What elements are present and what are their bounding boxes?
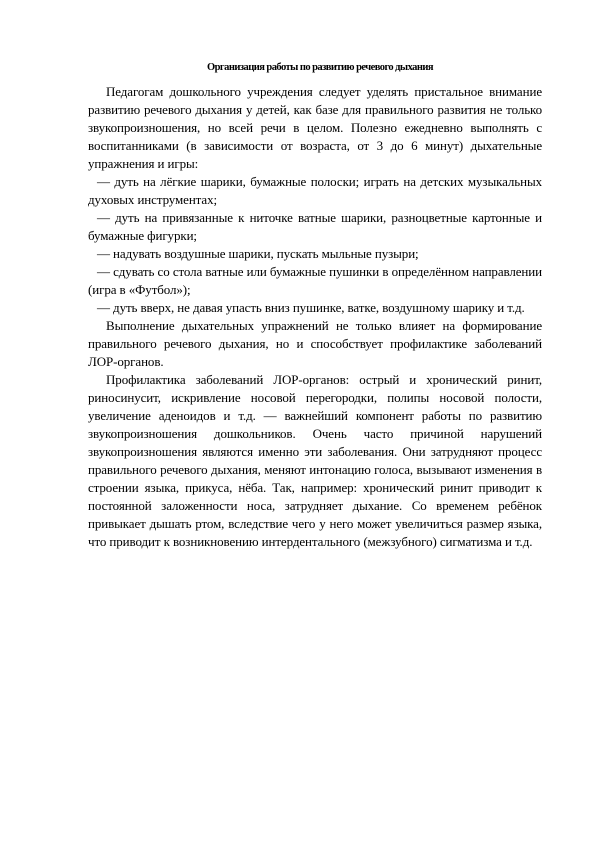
exercise-item-3: — надувать воздушные шарики, пускать мыльные пузыри; xyxy=(97,246,419,261)
intro-paragraph: Педагогам дошкольного учреждения следует уделять пристальное внимание развитию речевого дыхания у детей, как базе для правильного развития не только звукопроизношения, но всей речи в целом. Полезно ежедневно выполнять с воспитанниками (в зависимости от возраста, от 3 до 6 минут) дыхательные упражнения и игры: xyxy=(88,84,542,171)
prevention-paragraph: Профилактика заболеваний ЛОР-органов: острый и хронический ринит, риносинусит, искривление носовой перегородки, полипы носовой полости, увеличение аденоидов и т.д. — важнейший компонент работы по развитию звукопроизношения дошкольников. Очень часто причиной нарушений звукопроизношения являются именно эти заболевания. Они затрудняют процесс правильного речевого дыхания, меняют интонацию голоса, вызывают изменения в строении языка, прикуса, нёба. Так, например: хронический ринит приводит к постоянной заложенности носа, затрудняет дыхание. Со временем ребёнок привыкает дышать ртом, вследствие чего у него может увеличиться размер языка, что приводит к возникновению интердентального (межзубного) сигматизма и т.д. xyxy=(88,372,542,549)
document-title: Организация работы по развитию речевого дыхания xyxy=(207,62,433,73)
benefits-paragraph: Выполнение дыхательных упражнений не только влияет на формирование правильного речевого дыхания, но и способствует профилактике заболеваний ЛОР-органов. xyxy=(88,318,542,369)
document-body xyxy=(88,61,542,551)
exercise-item-1: — дуть на лёгкие шарики, бумажные полоски; играть на детских музыкальных духовых инструментах; xyxy=(88,174,542,207)
exercise-item-4: — сдувать со стола ватные или бумажные пушинки в определённом направлении (игра в «Футбол»); xyxy=(88,264,542,297)
exercise-item-5: — дуть вверх, не давая упасть вниз пушинке, ватке, воздушному шарику и т.д. xyxy=(97,300,525,315)
exercise-item-2: — дуть на привязанные к ниточке ватные шарики, разноцветные картонные и бумажные фигурки; xyxy=(88,210,542,243)
